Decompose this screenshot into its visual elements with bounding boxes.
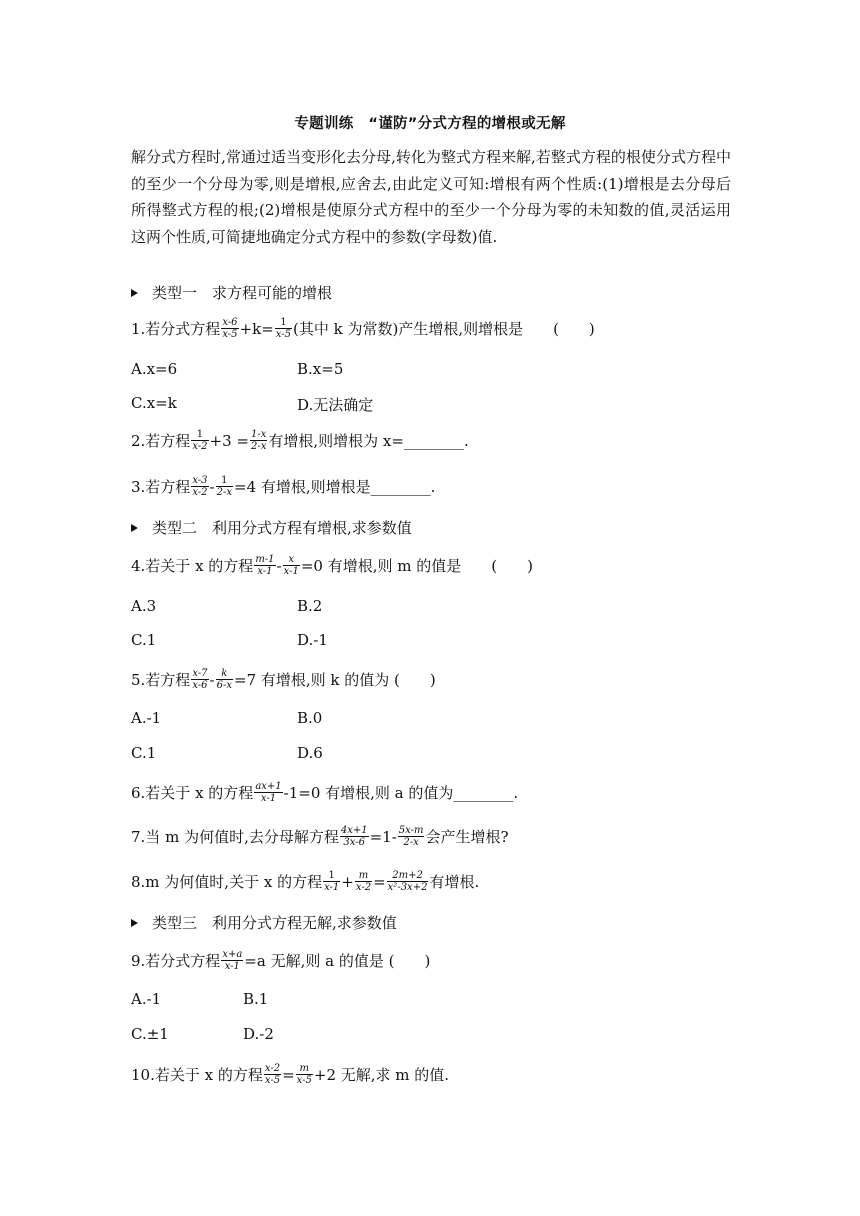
q5-option-b[interactable]: B.0 — [297, 709, 323, 727]
fraction: $\frac{1}{x-5}$ — [275, 316, 291, 340]
question-6: 6.若关于 x 的方程 $\frac{ax+1}{x-1}$ -1=0 有增根,则 a 的值为________. — [131, 780, 519, 804]
q5-option-a[interactable]: A.-1 — [131, 709, 162, 727]
triangle-bullet-icon — [131, 919, 138, 927]
fraction: $\frac{x-7}{x-6}$ — [192, 667, 208, 691]
q9-option-a[interactable]: A.-1 — [131, 990, 162, 1008]
fraction: $\frac{1}{x-2}$ — [192, 428, 208, 452]
fraction: $\frac{x+a}{x-1}$ — [222, 948, 243, 972]
fraction: $\frac{5x-m}{2-x}$ — [398, 824, 424, 848]
fraction: $\frac{2m+2}{\text{x²-3x+2}}$ — [387, 869, 428, 893]
fraction: $\frac{x-6}{x-5}$ — [222, 316, 238, 340]
triangle-bullet-icon — [131, 289, 138, 297]
fraction: $\frac{m}{x-5}$ — [296, 1062, 312, 1086]
question-8: 8.m 为何值时,关于 x 的方程 $\frac{1}{x-1}$ + $\frac{m}{x-2}$ = $\frac{2m+2}{\text{x²-3x+2}}$ 有增根. — [131, 869, 480, 893]
q1-option-d[interactable]: D.无法确定 — [297, 396, 374, 414]
question-5: 5.若方程 $\frac{x-7}{x-6}$ - $\frac{k}{6-x}$ =7 有增根,则 k 的值为 ( ) — [131, 667, 436, 691]
q4-option-d[interactable]: D.-1 — [297, 631, 328, 649]
fraction: $\frac{x-3}{x-2}$ — [192, 474, 208, 498]
question-4: 4.若关于 x 的方程 $\frac{m-1}{x-1}$ - $\frac{x}{x-1}$ =0 有增根,则 m 的值是 ( ) — [131, 553, 533, 577]
q9-option-d[interactable]: D.-2 — [243, 1025, 274, 1043]
q5-option-d[interactable]: D.6 — [297, 744, 323, 762]
question-7: 7.当 m 为何值时,去分母解方程 $\frac{4x+1}{3x-6}$ =1- $\frac{5x-m}{2-x}$ 会产生增根? — [131, 824, 509, 848]
q1-option-c[interactable]: C.x=k — [131, 394, 177, 412]
fraction: $\frac{1}{2-x}$ — [216, 474, 232, 498]
q4-option-c[interactable]: C.1 — [131, 631, 157, 649]
triangle-bullet-icon — [131, 524, 138, 532]
question-3: 3.若方程 $\frac{x-3}{x-2}$ - $\frac{1}{2-x}$ =4 有增根,则增根是________. — [131, 474, 436, 498]
q9-option-c[interactable]: C.±1 — [131, 1025, 169, 1043]
fraction: $\frac{1-x}{2-x}$ — [250, 428, 267, 452]
section-heading-1: 类型一 求方程可能的增根 — [131, 282, 332, 303]
q1-option-b[interactable]: B.x=5 — [297, 360, 344, 378]
q5-option-c[interactable]: C.1 — [131, 744, 157, 762]
page-title: 专题训练 “谨防”分式方程的增根或无解 — [294, 116, 566, 132]
fraction: $\frac{x-2}{x-5}$ — [264, 1062, 281, 1086]
fraction: $\frac{x}{x-1}$ — [283, 553, 299, 577]
q4-option-b[interactable]: B.2 — [297, 597, 323, 615]
fraction: $\frac{m}{x-2}$ — [355, 869, 372, 893]
intro-paragraph: 解分式方程时,常通过适当变形化去分母,转化为整式方程来解,若整式方程的根使分式方程中的至少一个分母为零,则是增根,应舍去,由此定义可知:增根有两个性质:(1)增根是去分母后所得整式方程的根;(2)增根是使原分式方程中的至少一个分母为零的未知数的值,灵活运用这两个性质,可简捷地确定分式方程中的参数(字母数)值. — [131, 148, 731, 246]
fraction: $\frac{1}{x-1}$ — [324, 869, 340, 893]
fraction: $\frac{k}{6-x}$ — [216, 667, 232, 691]
q4-option-a[interactable]: A.3 — [131, 597, 157, 615]
question-2: 2.若方程 $\frac{1}{x-2}$ +3 = $\frac{1-x}{2-x}$ 有增根,则增根为 x=________. — [131, 428, 469, 452]
fraction: $\frac{m-1}{x-1}$ — [255, 553, 275, 577]
fraction: $\frac{4x+1}{3x-6}$ — [340, 824, 368, 848]
q9-option-b[interactable]: B.1 — [243, 990, 269, 1008]
question-1: 1.若分式方程 $\frac{x-6}{x-5}$ +k= $\frac{1}{x-5}$ (其中 k 为常数)产生增根,则增根是 ( ) — [131, 316, 595, 340]
question-10: 10.若关于 x 的方程 $\frac{x-2}{x-5}$ = $\frac{m}{x-5}$ +2 无解,求 m 的值. — [131, 1062, 450, 1086]
q1-option-a[interactable]: A.x=6 — [131, 360, 178, 378]
fraction: $\frac{ax+1}{x-1}$ — [255, 780, 282, 804]
section-heading-2: 类型二 利用分式方程有增根,求参数值 — [131, 517, 412, 538]
question-9: 9.若分式方程 $\frac{x+a}{x-1}$ =a 无解,则 a 的值是 ( ) — [131, 948, 431, 972]
section-heading-3: 类型三 利用分式方程无解,求参数值 — [131, 912, 397, 933]
